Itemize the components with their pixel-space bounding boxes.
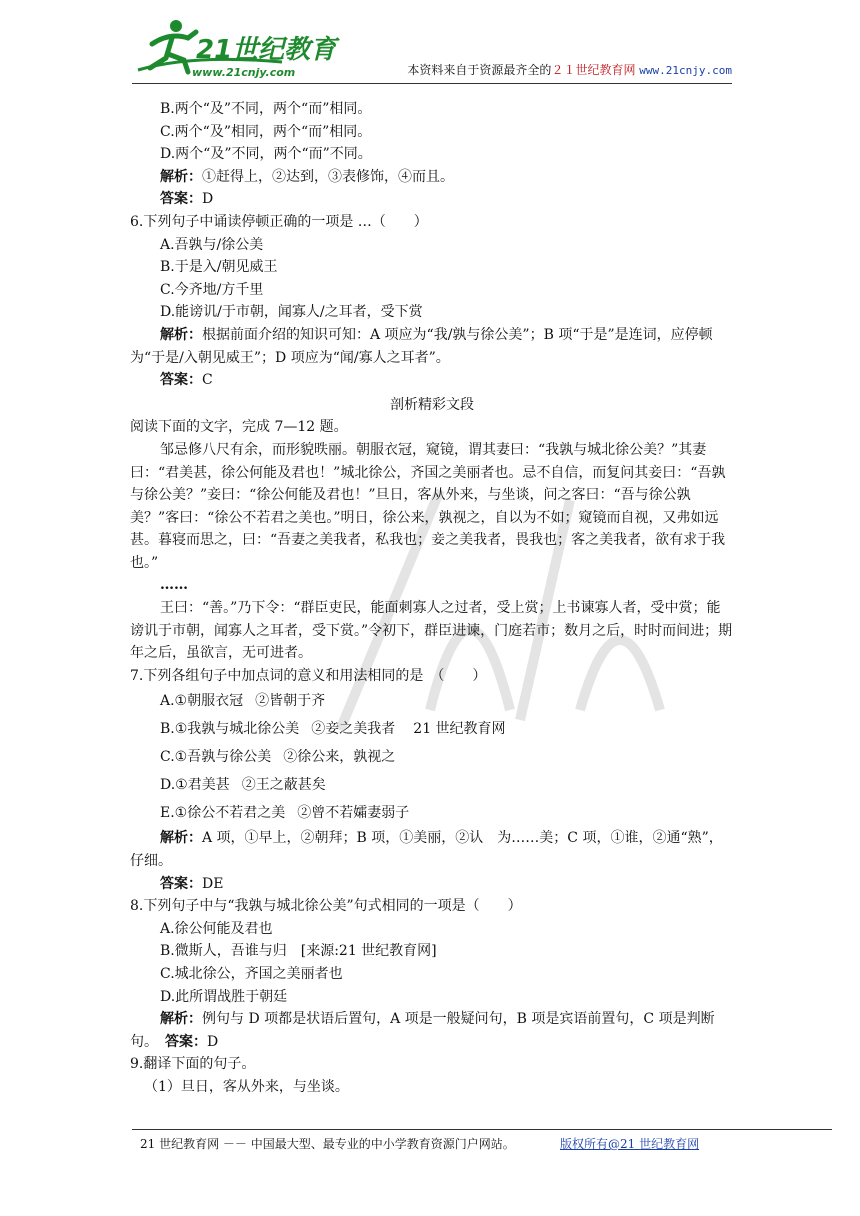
logo-url: www.21cnjy.com <box>192 66 296 79</box>
q7-option-c <box>130 743 734 771</box>
q6-explanation <box>130 324 734 369</box>
option-part-2: ②徐公来，孰视之 <box>283 749 396 766</box>
option-part-1: B.①我孰与城北徐公美 <box>160 721 300 738</box>
footer-divider <box>132 1129 832 1130</box>
answer-label: 答案： <box>160 191 202 208</box>
logo-text: 21世纪教育 <box>196 35 337 65</box>
document-body <box>130 98 734 1099</box>
q8-explanation <box>130 1008 734 1053</box>
reading-intro: 阅读下面的文字，完成 7—12 题。 <box>130 419 348 436</box>
q6-answer <box>130 369 734 392</box>
source-note: 21 世纪教育网 <box>413 721 506 738</box>
tagline-url[interactable]: www.21cnjy.com <box>639 64 732 77</box>
header-tagline <box>407 61 732 78</box>
passage-paragraph-2: 王曰：“善。”乃下令：“群臣吏民，能面刺寡人之过者，受上赏；上书谏寡人者，受中赏；能谤讥于市朝，闻寡人之耳者，受下赏。”令初下，群臣进谏，门庭若市；数月之后，时时而间进；期年之后，虽欲言，无可进者。 <box>130 600 733 662</box>
copyright-link[interactable]: 版权所有@21 世纪教育网 <box>560 1137 700 1151</box>
q8-option-c: C.城北徐公，齐国之美丽者也 <box>160 966 343 982</box>
q6-option-a: A.吾孰与/徐公美 <box>160 236 264 253</box>
q8-option-b: B.微斯人，吾谁与归 [来源:21 世纪教育网] <box>160 943 437 960</box>
explanation-text: ①赶得上，②达到，③表修饰，④而且。 <box>202 168 454 185</box>
explanation-label: 解析： <box>160 1011 202 1028</box>
explanation-label: 解析： <box>160 168 202 185</box>
explanation-label: 解析： <box>160 830 202 847</box>
answer-label: 答案： <box>160 372 202 389</box>
answer-label: 答案： <box>165 1033 207 1050</box>
section-title: 剖析精彩文段 <box>390 396 474 413</box>
explanation-label: 解析： <box>160 326 202 343</box>
passage-paragraph-1: 邹忌修八尺有余，而形貌昳丽。朝服衣冠，窥镜，谓其妻曰：“我孰与城北徐公美？”其妻曰：“君美甚，徐公何能及君也！”城北徐公，齐国之美丽者也。忌不自信，而复问其妾曰：“吾孰与徐公美？”妾曰：“徐公何能及君也！”旦日，客从外来，与坐谈，问之客曰：“吾与徐公孰美？”客曰：“徐公不若君之美也。”明日，徐公来，孰视之，自以为不如；窥镜而自视，又弗如远甚。暮寝而思之，曰：“吾妻之美我者，私我也；妾之美我者，畏我也；客之美我者，欲有求于我也。” <box>130 441 726 571</box>
q7-explanation <box>130 827 734 872</box>
option-part-2: ②曾不若孀妻弱子 <box>297 805 410 822</box>
option-d: D.两个“及”不同，两个“而”不同。 <box>160 146 372 163</box>
q5-explanation <box>130 166 734 189</box>
question-7: 7.下列各组句子中加点词的意义和用法相同的是 （ ） <box>130 667 487 684</box>
option-part-2: ②王之蔽甚矣 <box>241 777 326 794</box>
q9-item-1: （1）旦日，客从外来，与坐谈。 <box>144 1078 349 1095</box>
question-6: 6.下列句子中诵读停顿正确的一项是 …（ ） <box>130 213 428 230</box>
explanation-text: 例句与 D 项都是状语后置句，A 项是一般疑问句，B 项是宾语前置句，C 项是判断句。 <box>130 1011 715 1050</box>
header-divider <box>132 83 732 84</box>
footer-text: 21 世纪教育网 －－ 中国最大型、最专业的中小学教育资源门户网站。 <box>140 1137 515 1151</box>
option-part-2: ②妾之美我者 <box>311 721 396 738</box>
option-part-1: D.①君美甚 <box>160 777 230 794</box>
page-footer <box>140 1135 700 1152</box>
q8-option-d: D.此所谓战胜于朝廷 <box>160 988 288 1005</box>
passage-ellipsis: …… <box>160 577 188 594</box>
answer-text: D <box>202 191 214 208</box>
page-header <box>132 14 732 84</box>
q5-answer <box>130 188 734 211</box>
option-part-1: E.①徐公不若君之美 <box>160 805 286 822</box>
tagline-prefix: 本资料来自于资源最齐全的 <box>407 63 552 77</box>
q6-option-d: D.能谤讥/于市朝，闻寡人/之耳者，受下赏 <box>160 304 423 321</box>
answer-label: 答案： <box>160 875 202 892</box>
q6-option-c: C.今齐地/方千里 <box>160 281 264 298</box>
answer-text: C <box>202 372 213 389</box>
explanation-text: A 项，①早上，②朝拜；B 项，①美丽，②认 为……美；C 项，①谁，②通“熟”，仔细。 <box>130 830 723 870</box>
option-part-1: A.①朝服衣冠 <box>160 693 244 710</box>
q7-option-d <box>130 771 734 799</box>
question-8: 8.下列句子中与“我孰与城北徐公美”句式相同的一项是（ ） <box>130 898 522 915</box>
q7-option-b <box>130 715 734 743</box>
option-c: C.两个“及”相同，两个“而”相同。 <box>160 123 372 140</box>
q8-option-a: A.徐公何能及君也 <box>160 920 273 937</box>
answer-text: DE <box>202 875 224 892</box>
q7-option-e <box>130 799 734 827</box>
question-9: 9.翻译下面的句子。 <box>130 1056 256 1073</box>
q6-option-b: B.于是入/朝见威王 <box>160 259 278 276</box>
q7-option-a <box>130 687 734 715</box>
option-part-1: C.①吾孰与徐公美 <box>160 749 272 766</box>
option-b: B.两个“及”不同，两个“而”相同。 <box>160 101 372 117</box>
answer-text: D <box>207 1033 219 1050</box>
logo-21cnjy <box>132 14 352 80</box>
q7-answer <box>130 873 734 896</box>
explanation-text: 根据前面介绍的知识可知：A 项应为“我/孰与徐公美”；B 项“于是”是连词，应停顿为“于是/入朝见威王”；D 项应为“闻/寡人之耳者”。 <box>130 326 713 366</box>
tagline-site[interactable]: ２１世纪教育网 <box>551 63 636 77</box>
option-part-2: ②皆朝于齐 <box>255 693 326 710</box>
